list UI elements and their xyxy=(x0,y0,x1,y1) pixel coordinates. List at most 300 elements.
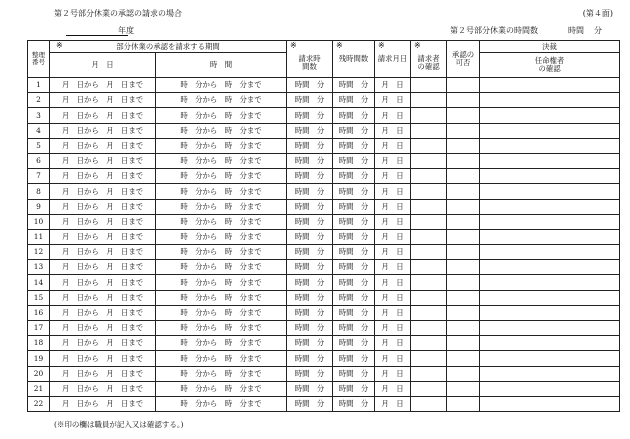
requested-hours-cell[interactable] xyxy=(287,214,333,229)
time-range-cell-text: 時 分から 時 分まで xyxy=(180,232,262,242)
request-date-cell-text: 月 日 xyxy=(381,140,404,150)
requested-hours-cell[interactable] xyxy=(287,366,333,381)
time-range-cell-text: 時 分から 時 分まで xyxy=(180,171,262,181)
approval-cell[interactable] xyxy=(447,199,480,214)
date-range-cell-text: 月 日から 月 日まで xyxy=(61,308,144,318)
table-row xyxy=(28,305,620,320)
approval-cell[interactable] xyxy=(447,305,480,320)
date-range-cell-text: 月 日から 月 日まで xyxy=(61,277,144,287)
date-range-cell-text: 月 日から 月 日まで xyxy=(61,95,144,105)
header-mark: ※ xyxy=(336,41,343,50)
remaining-hours-cell[interactable] xyxy=(333,214,375,229)
request-date-cell-text: 月 日 xyxy=(381,201,404,211)
time-range-cell-text: 時 分から 時 分まで xyxy=(180,368,262,378)
appointer-confirm-cell[interactable] xyxy=(480,199,620,214)
date-range-cell[interactable] xyxy=(50,153,156,168)
date-range-cell[interactable] xyxy=(50,123,156,138)
time-range-cell[interactable] xyxy=(156,260,287,275)
date-range-cell-text: 月 日から 月 日まで xyxy=(61,201,144,211)
remaining-hours-cell-text: 時間 分 xyxy=(338,383,369,393)
requested-hours-cell[interactable] xyxy=(287,275,333,290)
requested-hours-cell[interactable] xyxy=(287,305,333,320)
requested-hours-cell-text: 時間 分 xyxy=(294,140,325,150)
remaining-hours-cell-text: 時間 分 xyxy=(338,292,369,302)
requested-hours-cell[interactable] xyxy=(287,229,333,244)
appointer-confirm-cell[interactable] xyxy=(480,366,620,381)
remaining-hours-cell[interactable] xyxy=(333,381,375,396)
time-range-cell[interactable] xyxy=(156,108,287,123)
row-number xyxy=(28,396,50,411)
header-date-label: 月 日 xyxy=(91,60,114,70)
request-date-cell-text: 月 日 xyxy=(381,95,404,105)
request-date-cell-text: 月 日 xyxy=(381,156,404,166)
appointer-confirm-cell[interactable] xyxy=(480,138,620,153)
date-range-cell-text: 月 日から 月 日まで xyxy=(61,353,144,363)
requested-hours-cell[interactable] xyxy=(287,321,333,336)
requested-hours-cell[interactable] xyxy=(287,138,333,153)
requested-hours-cell-text: 時間 分 xyxy=(294,247,325,257)
requested-hours-cell-text: 時間 分 xyxy=(294,323,325,333)
remaining-hours-cell[interactable] xyxy=(333,275,375,290)
appointer-confirm-cell[interactable] xyxy=(480,381,620,396)
time-range-cell[interactable] xyxy=(156,381,287,396)
time-range-cell-text: 時 分から 時 分まで xyxy=(180,110,262,120)
remaining-hours-cell[interactable] xyxy=(333,229,375,244)
remaining-hours-cell-text: 時間 分 xyxy=(338,277,369,287)
date-range-cell[interactable] xyxy=(50,305,156,320)
request-date-cell[interactable] xyxy=(375,108,411,123)
date-range-cell[interactable] xyxy=(50,93,156,108)
requested-hours-cell[interactable] xyxy=(287,123,333,138)
requester-confirm-cell[interactable] xyxy=(411,321,447,336)
remaining-hours-cell[interactable] xyxy=(333,108,375,123)
approval-cell[interactable] xyxy=(447,396,480,411)
appointer-confirm-cell[interactable] xyxy=(480,153,620,168)
time-range-cell[interactable] xyxy=(156,366,287,381)
appointer-confirm-cell[interactable] xyxy=(480,184,620,199)
remaining-hours-cell[interactable] xyxy=(333,305,375,320)
date-range-cell-text: 月 日から 月 日まで xyxy=(61,171,144,181)
approval-cell[interactable] xyxy=(447,260,480,275)
date-range-cell-text: 月 日から 月 日まで xyxy=(61,80,144,90)
date-range-cell[interactable] xyxy=(50,245,156,260)
requested-hours-cell[interactable] xyxy=(287,351,333,366)
remaining-hours-cell[interactable] xyxy=(333,184,375,199)
approval-cell[interactable] xyxy=(447,336,480,351)
request-date-cell[interactable] xyxy=(375,229,411,244)
row-number-text: 5 xyxy=(36,140,41,150)
date-range-cell-text: 月 日から 月 日まで xyxy=(61,140,144,150)
time-range-cell[interactable] xyxy=(156,214,287,229)
row-number xyxy=(28,184,50,199)
row-number-text: 14 xyxy=(33,277,44,287)
remaining-hours-cell[interactable] xyxy=(333,290,375,305)
header-mark: ※ xyxy=(290,41,297,50)
request-date-cell[interactable] xyxy=(375,169,411,184)
request-date-cell-text: 月 日 xyxy=(381,171,404,181)
time-range-cell[interactable] xyxy=(156,153,287,168)
time-range-cell[interactable] xyxy=(156,336,287,351)
request-date-cell[interactable] xyxy=(375,214,411,229)
table-row xyxy=(28,260,620,275)
time-range-cell[interactable] xyxy=(156,321,287,336)
date-range-cell[interactable] xyxy=(50,229,156,244)
requested-hours-cell-text: 時間 分 xyxy=(294,95,325,105)
row-number xyxy=(28,169,50,184)
remaining-hours-cell-text: 時間 分 xyxy=(338,80,369,90)
requester-confirm-cell[interactable] xyxy=(411,108,447,123)
request-date-cell-text: 月 日 xyxy=(381,323,404,333)
row-number-text: 22 xyxy=(33,399,44,409)
request-date-cell[interactable] xyxy=(375,184,411,199)
appointer-confirm-cell[interactable] xyxy=(480,214,620,229)
header-req-date-label: 請求月日 xyxy=(377,54,408,64)
request-date-cell[interactable] xyxy=(375,321,411,336)
remaining-hours-cell[interactable] xyxy=(333,396,375,411)
date-range-cell-text: 月 日から 月 日まで xyxy=(61,156,144,166)
table-row xyxy=(28,93,620,108)
request-date-cell-text: 月 日 xyxy=(381,216,404,226)
request-date-cell[interactable] xyxy=(375,260,411,275)
request-date-cell[interactable] xyxy=(375,78,411,93)
table-row xyxy=(28,245,620,260)
appointer-confirm-cell[interactable] xyxy=(480,321,620,336)
request-date-cell[interactable] xyxy=(375,305,411,320)
requested-hours-cell-text: 時間 分 xyxy=(294,110,325,120)
date-range-cell-text: 月 日から 月 日まで xyxy=(61,216,144,226)
requester-confirm-cell[interactable] xyxy=(411,275,447,290)
table-row xyxy=(28,396,620,411)
requested-hours-cell-text: 時間 分 xyxy=(294,338,325,348)
row-number xyxy=(28,351,50,366)
date-range-cell-text: 月 日から 月 日まで xyxy=(61,232,144,242)
row-number-text: 19 xyxy=(33,353,44,363)
remaining-hours-cell-text: 時間 分 xyxy=(338,201,369,211)
date-range-cell[interactable] xyxy=(50,336,156,351)
request-date-cell[interactable] xyxy=(375,290,411,305)
remaining-hours-cell[interactable] xyxy=(333,336,375,351)
requester-confirm-cell[interactable] xyxy=(411,169,447,184)
remaining-hours-cell[interactable] xyxy=(333,199,375,214)
requester-confirm-cell[interactable] xyxy=(411,351,447,366)
appointer-confirm-cell[interactable] xyxy=(480,108,620,123)
approval-cell[interactable] xyxy=(447,153,480,168)
time-range-cell-text: 時 分から 時 分まで xyxy=(180,125,262,135)
remaining-hours-cell[interactable] xyxy=(333,321,375,336)
remaining-hours-cell-text: 時間 分 xyxy=(338,216,369,226)
requested-hours-cell[interactable] xyxy=(287,153,333,168)
date-range-cell[interactable] xyxy=(50,138,156,153)
requested-hours-cell-text: 時間 分 xyxy=(294,292,325,302)
appointer-confirm-cell[interactable] xyxy=(480,336,620,351)
time-range-cell-text: 時 分から 時 分まで xyxy=(180,156,262,166)
date-range-cell[interactable] xyxy=(50,351,156,366)
row-number xyxy=(28,108,50,123)
time-range-cell[interactable] xyxy=(156,275,287,290)
date-range-cell-text: 月 日から 月 日まで xyxy=(61,247,144,257)
time-range-cell-text: 時 分から 時 分まで xyxy=(180,247,262,257)
request-date-cell[interactable] xyxy=(375,351,411,366)
requested-hours-cell-text: 時間 分 xyxy=(294,125,325,135)
table-row xyxy=(28,169,620,184)
requester-confirm-cell[interactable] xyxy=(411,78,447,93)
time-range-cell[interactable] xyxy=(156,305,287,320)
approval-cell[interactable] xyxy=(447,229,480,244)
time-range-cell-text: 時 分から 時 分まで xyxy=(180,216,262,226)
time-range-cell[interactable] xyxy=(156,169,287,184)
request-date-cell-text: 月 日 xyxy=(381,186,404,196)
request-date-cell[interactable] xyxy=(375,366,411,381)
time-range-cell[interactable] xyxy=(156,396,287,411)
header-decision xyxy=(480,41,620,53)
date-range-cell[interactable] xyxy=(50,184,156,199)
appointer-confirm-cell[interactable] xyxy=(480,78,620,93)
requester-confirm-cell[interactable] xyxy=(411,153,447,168)
appointer-confirm-cell[interactable] xyxy=(480,93,620,108)
row-number-text: 8 xyxy=(36,186,41,196)
time-range-cell[interactable] xyxy=(156,351,287,366)
table-row xyxy=(28,275,620,290)
approval-cell[interactable] xyxy=(447,138,480,153)
requested-hours-cell-text: 時間 分 xyxy=(294,353,325,363)
date-range-cell[interactable] xyxy=(50,275,156,290)
appointer-confirm-cell[interactable] xyxy=(480,229,620,244)
date-range-cell[interactable] xyxy=(50,321,156,336)
requester-confirm-cell[interactable] xyxy=(411,245,447,260)
requester-confirm-cell[interactable] xyxy=(411,214,447,229)
requester-confirm-cell[interactable] xyxy=(411,336,447,351)
remaining-hours-cell[interactable] xyxy=(333,93,375,108)
date-range-cell[interactable] xyxy=(50,169,156,184)
request-date-cell[interactable] xyxy=(375,396,411,411)
requested-hours-cell-text: 時間 分 xyxy=(294,216,325,226)
request-date-cell-text: 月 日 xyxy=(381,80,404,90)
remaining-hours-cell[interactable] xyxy=(333,78,375,93)
remaining-hours-cell[interactable] xyxy=(333,245,375,260)
requested-hours-cell[interactable] xyxy=(287,336,333,351)
remaining-hours-cell-text: 時間 分 xyxy=(338,262,369,272)
appointer-confirm-cell[interactable] xyxy=(480,260,620,275)
time-range-cell-text: 時 分から 時 分まで xyxy=(180,277,262,287)
header-remaining-label: 残時間数 xyxy=(338,54,369,64)
appointer-confirm-cell[interactable] xyxy=(480,275,620,290)
header-mark: ※ xyxy=(414,41,421,50)
time-range-cell-text: 時 分から 時 分まで xyxy=(180,186,262,196)
requester-confirm-cell[interactable] xyxy=(411,199,447,214)
row-number-text: 2 xyxy=(36,95,41,105)
approval-cell[interactable] xyxy=(447,93,480,108)
table-row xyxy=(28,153,620,168)
request-date-cell[interactable] xyxy=(375,245,411,260)
requested-hours-cell[interactable] xyxy=(287,184,333,199)
approval-cell[interactable] xyxy=(447,78,480,93)
row-number xyxy=(28,336,50,351)
requested-hours-cell[interactable] xyxy=(287,245,333,260)
header-period-label: 部分休業の承認を請求する期間 xyxy=(116,41,220,51)
requester-confirm-cell[interactable] xyxy=(411,93,447,108)
requested-hours-cell[interactable] xyxy=(287,199,333,214)
request-date-cell[interactable] xyxy=(375,336,411,351)
table-row xyxy=(28,184,620,199)
time-range-cell[interactable] xyxy=(156,199,287,214)
approval-cell[interactable] xyxy=(447,275,480,290)
remaining-hours-cell-text: 時間 分 xyxy=(338,399,369,409)
header-time xyxy=(156,53,287,78)
request-date-cell-text: 月 日 xyxy=(381,353,404,363)
date-range-cell-text: 月 日から 月 日まで xyxy=(61,186,144,196)
row-number-text: 13 xyxy=(33,262,44,272)
header-date xyxy=(50,53,156,78)
request-date-cell[interactable] xyxy=(375,381,411,396)
approval-cell[interactable] xyxy=(447,214,480,229)
hours-caption: 第２号部分休業の時間数 xyxy=(450,26,538,35)
approval-cell[interactable] xyxy=(447,245,480,260)
date-range-cell[interactable] xyxy=(50,260,156,275)
table-row xyxy=(28,123,620,138)
requester-confirm-cell[interactable] xyxy=(411,366,447,381)
approval-cell[interactable] xyxy=(447,169,480,184)
requested-hours-cell[interactable] xyxy=(287,169,333,184)
page-number: (第４面) xyxy=(582,9,613,18)
time-range-cell[interactable] xyxy=(156,123,287,138)
appointer-confirm-cell[interactable] xyxy=(480,169,620,184)
requested-hours-cell[interactable] xyxy=(287,108,333,123)
request-date-cell[interactable] xyxy=(375,153,411,168)
approval-cell[interactable] xyxy=(447,290,480,305)
row-number-text: 21 xyxy=(33,383,44,393)
remaining-hours-cell[interactable] xyxy=(333,260,375,275)
table-row xyxy=(28,351,620,366)
appointer-confirm-cell[interactable] xyxy=(480,245,620,260)
remaining-hours-cell[interactable] xyxy=(333,169,375,184)
requester-confirm-cell[interactable] xyxy=(411,290,447,305)
time-range-cell[interactable] xyxy=(156,138,287,153)
time-range-cell[interactable] xyxy=(156,290,287,305)
request-date-cell-text: 月 日 xyxy=(381,338,404,348)
time-range-cell[interactable] xyxy=(156,93,287,108)
date-range-cell[interactable] xyxy=(50,396,156,411)
approval-cell[interactable] xyxy=(447,321,480,336)
row-number xyxy=(28,153,50,168)
requested-hours-cell[interactable] xyxy=(287,260,333,275)
date-range-cell[interactable] xyxy=(50,366,156,381)
appointer-confirm-cell[interactable] xyxy=(480,396,620,411)
header-period-group xyxy=(50,41,287,53)
requested-hours-cell[interactable] xyxy=(287,396,333,411)
approval-cell[interactable] xyxy=(447,381,480,396)
requester-confirm-cell[interactable] xyxy=(411,260,447,275)
time-range-cell-text: 時 分から 時 分まで xyxy=(180,140,262,150)
request-date-cell[interactable] xyxy=(375,123,411,138)
remaining-hours-cell-text: 時間 分 xyxy=(338,110,369,120)
table-row xyxy=(28,78,620,93)
row-number xyxy=(28,260,50,275)
date-range-cell[interactable] xyxy=(50,214,156,229)
remaining-hours-cell[interactable] xyxy=(333,153,375,168)
request-date-cell[interactable] xyxy=(375,275,411,290)
row-number-text: 10 xyxy=(33,216,44,226)
requester-confirm-cell[interactable] xyxy=(411,305,447,320)
requester-confirm-cell[interactable] xyxy=(411,381,447,396)
remaining-hours-cell[interactable] xyxy=(333,138,375,153)
row-number-text: 3 xyxy=(36,110,41,120)
time-range-cell[interactable] xyxy=(156,184,287,199)
hours-unit xyxy=(568,25,602,36)
requested-hours-cell-text: 時間 分 xyxy=(294,277,325,287)
header-confirm-label: 請求者の確認 xyxy=(417,54,440,71)
row-number-text: 17 xyxy=(33,323,44,333)
date-range-cell[interactable] xyxy=(50,108,156,123)
footnote: (※印の欄は職員が記入又は確認する。) xyxy=(54,420,184,429)
requester-confirm-cell[interactable] xyxy=(411,229,447,244)
request-date-cell[interactable] xyxy=(375,199,411,214)
row-number xyxy=(28,275,50,290)
date-range-cell-text: 月 日から 月 日まで xyxy=(61,338,144,348)
row-number xyxy=(28,78,50,93)
header-req-hours-label: 請求時間数 xyxy=(298,54,321,71)
requested-hours-cell[interactable] xyxy=(287,93,333,108)
time-range-cell[interactable] xyxy=(156,245,287,260)
header-mark: ※ xyxy=(56,41,63,50)
remaining-hours-cell[interactable] xyxy=(333,351,375,366)
date-range-cell[interactable] xyxy=(50,78,156,93)
row-number-text: 12 xyxy=(33,247,44,257)
approval-cell[interactable] xyxy=(447,366,480,381)
date-range-cell[interactable] xyxy=(50,199,156,214)
row-number xyxy=(28,305,50,320)
requester-confirm-cell[interactable] xyxy=(411,184,447,199)
approval-cell[interactable] xyxy=(447,351,480,366)
remaining-hours-cell[interactable] xyxy=(333,123,375,138)
requested-hours-cell[interactable] xyxy=(287,290,333,305)
requested-hours-cell[interactable] xyxy=(287,381,333,396)
requested-hours-cell[interactable] xyxy=(287,78,333,93)
appointer-confirm-cell[interactable] xyxy=(480,290,620,305)
appointer-confirm-cell[interactable] xyxy=(480,351,620,366)
table-row xyxy=(28,229,620,244)
remaining-hours-cell-text: 時間 分 xyxy=(338,247,369,257)
requested-hours-cell-text: 時間 分 xyxy=(294,186,325,196)
request-date-cell-text: 月 日 xyxy=(381,247,404,257)
approval-cell[interactable] xyxy=(447,184,480,199)
requester-confirm-cell[interactable] xyxy=(411,123,447,138)
date-range-cell[interactable] xyxy=(50,290,156,305)
time-range-cell[interactable] xyxy=(156,229,287,244)
requester-confirm-cell[interactable] xyxy=(411,138,447,153)
header-appointer-label: 任命権者の確認 xyxy=(534,56,565,73)
appointer-confirm-cell[interactable] xyxy=(480,123,620,138)
requester-confirm-cell[interactable] xyxy=(411,396,447,411)
approval-cell[interactable] xyxy=(447,108,480,123)
requested-hours-cell-text: 時間 分 xyxy=(294,399,325,409)
approval-cell[interactable] xyxy=(447,123,480,138)
request-date-cell-text: 月 日 xyxy=(381,277,404,287)
date-range-cell-text: 月 日から 月 日まで xyxy=(61,383,144,393)
hours-unit-minutes: 分 xyxy=(594,26,602,35)
time-range-cell[interactable] xyxy=(156,78,287,93)
request-date-cell-text: 月 日 xyxy=(381,368,404,378)
appointer-confirm-cell[interactable] xyxy=(480,305,620,320)
time-range-cell-text: 時 分から 時 分まで xyxy=(180,201,262,211)
requested-hours-cell-text: 時間 分 xyxy=(294,383,325,393)
date-range-cell[interactable] xyxy=(50,381,156,396)
header-approval xyxy=(447,41,480,78)
table-row xyxy=(28,108,620,123)
request-date-cell[interactable] xyxy=(375,93,411,108)
row-number xyxy=(28,93,50,108)
request-date-cell[interactable] xyxy=(375,138,411,153)
remaining-hours-cell[interactable] xyxy=(333,366,375,381)
